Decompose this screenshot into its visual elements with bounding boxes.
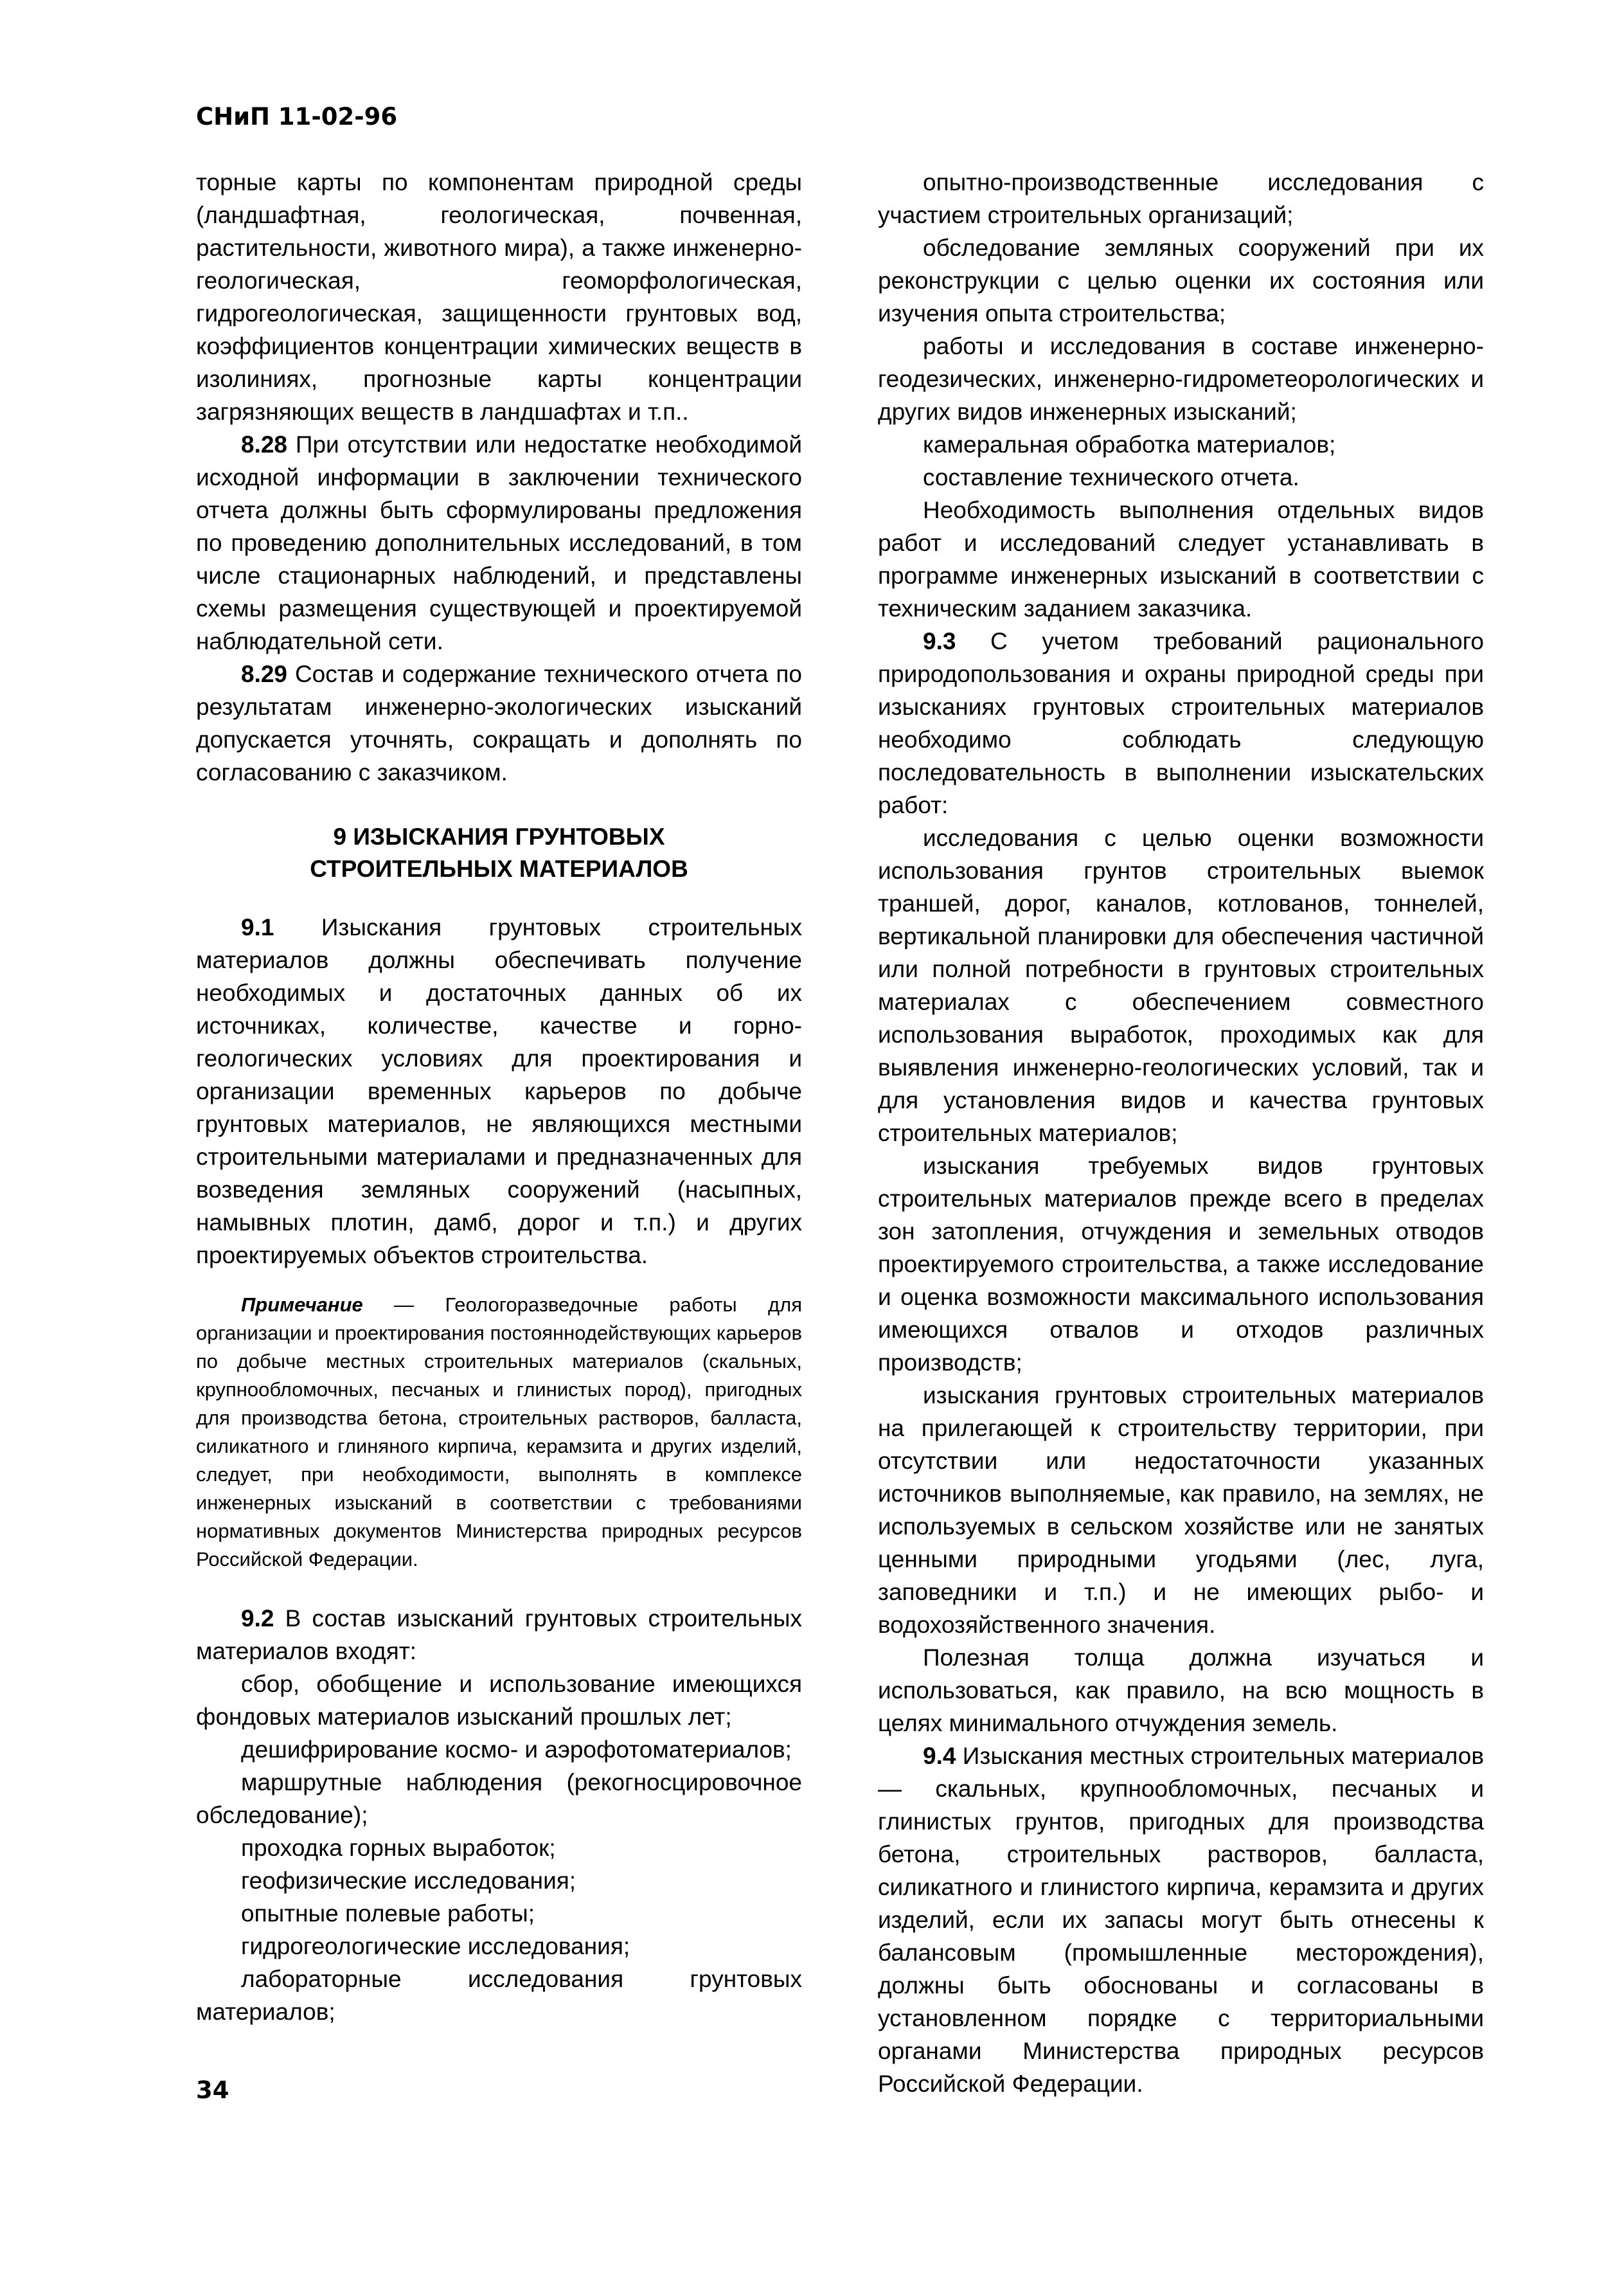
paragraph-8-29 [196, 658, 802, 789]
list-item: изыскания требуемых видов грунтовых строительных материалов прежде всего в пределах зон затопления, отчуждения и земельных отводов проектируемого строительства, а также исследование и оценка возможности максимального использования имеющихся отвалов и отходов различных производств; [878, 1153, 1484, 1376]
clause-number: 9.3 [923, 628, 956, 654]
clause-text: Состав и содержание технического отчета по результатам инженерно-экологических изысканий допускается уточнять, сокращать и дополнять по согласованию с заказчиком. [196, 661, 802, 786]
list-item: дешифрирование космо- и аэрофотоматериалов; [241, 1736, 792, 1763]
note-label: Примечание [241, 1293, 363, 1316]
list-item: исследования с целью оценки возможности использования грунтов строительных выемок траншей, дорог, каналов, котлованов, тоннелей, вертикальной планировки для обеспечения частичной или полной потребности в грунтовых строительных материалах с обеспечением совместного использования выработок, проходимых как для выявления инженерно-геологических условий, так и для установления видов и качества грунтовых строительных материалов; [878, 825, 1484, 1146]
list-item: работы и исследования в составе инженерно-геодезических, инженерно-гидрометеорологических и других видов инженерных изысканий; [878, 333, 1484, 425]
note-block [196, 1291, 802, 1574]
right-column [878, 166, 1484, 2100]
clause-text: Изыскания местных строительных материалов — скальных, крупнообломочных, песчаных и глинистых грунтов, пригодных для производства бетона, строительных растворов, балласта, силикатного и глинистого кирпича, керамзита и других изделий, если их запасы могут быть отнесены к балансовым (промышленные месторождения), должны быть обоснованы и согласованы в установленном порядке с территориальными органами Министерства природных ресурсов Российской Федерации. [878, 1743, 1484, 2097]
list-item: сбор, обобщение и использование имеющихся фондовых материалов изысканий прошлых лет; [196, 1671, 802, 1730]
paragraph-9-4 [878, 1740, 1484, 2100]
list-item: составление технического отчета. [923, 464, 1299, 490]
clause-text: В состав изысканий грунтовых строительных материалов входят: [196, 1605, 802, 1664]
list-item: камеральная обработка материалов; [923, 431, 1336, 458]
clause-number: 9.1 [241, 914, 274, 940]
paragraph-8-28 [196, 428, 802, 658]
clause-number: 8.29 [241, 661, 288, 687]
paragraph: Полезная толща должна изучаться и использоваться, как правило, на всю мощность в целях минимального отчуждения земель. [878, 1644, 1484, 1736]
clause-text: Изыскания грунтовых строительных материалов должны обеспечивать получение необходимых и достаточных данных об их источниках, количестве, качестве и горно-геологических условиях для проектирования и организации временных карьеров по добыче грунтовых материалов, не являющихся местными строительными материалами и предназначенных для возведения земляных сооружений (насыпных, намывных плотин, дамб, дорог и т.п.) и других проектируемых объектов строительства. [196, 914, 802, 1268]
section-title-line-2: СТРОИТЕЛЬНЫХ МАТЕРИАЛОВ [310, 856, 688, 882]
note-text: — Геологоразведочные работы для организации и проектирования постояннодействующих карьеров по добыче местных строительных материалов (скальных, крупнообломочных, песчаных и глинистых пород), пригодных для производства бетона, строительных растворов, балласта, силикатного и глиняного кирпича, керамзита и других изделий, следует, при необходимости, выполнять в комплексе инженерных изысканий в соответствии с требованиями нормативных документов Министерства природных ресурсов Российской Федерации. [196, 1293, 802, 1570]
page-number: 34 [196, 2076, 229, 2104]
section-title [196, 821, 802, 885]
list-item: проходка горных выработок; [241, 1835, 556, 1861]
paragraph-9-2 [196, 1602, 802, 1668]
paragraph-9-3 [878, 625, 1484, 822]
list-item: обследование земляных сооружений при их реконструкции с целью оценки их состояния или изучения опыта строительства; [878, 235, 1484, 327]
clause-number: 8.28 [241, 431, 288, 458]
list-item: гидрогеологические исследования; [241, 1933, 630, 1959]
list-item: лабораторные исследования грунтовых материалов; [196, 1966, 802, 2025]
clause-text: С учетом требований рационального природопользования и охраны природной среды при изысканиях грунтовых строительных материалов необходимо соблюдать следующую последовательность в выполнении изыскательских работ: [878, 628, 1484, 818]
document-code-header: СНиП 11-02-96 [196, 103, 398, 130]
paragraph: Необходимость выполнения отдельных видов работ и исследований следует устанавливать в программе инженерных изысканий в соответствии с техническим заданием заказчика. [878, 497, 1484, 622]
clause-number: 9.4 [923, 1743, 956, 1769]
list-item: геофизические исследования; [241, 1867, 576, 1894]
paragraph-9-1 [196, 911, 802, 1272]
clause-number: 9.2 [241, 1605, 274, 1632]
section-title-line-1: 9 ИЗЫСКАНИЯ ГРУНТОВЫХ [333, 823, 665, 850]
clause-text: При отсутствии или недостатке необходимой исходной информации в заключении технического отчета должны быть сформулированы предложения по проведению дополнительных исследований, в том числе стационарных наблюдений, и представлены схемы размещения существующей и проектируемой наблюдательной сети. [196, 431, 802, 654]
paragraph-continued: торные карты по компонентам природной среды (ландшафтная, геологическая, почвенная, растительности, животного мира), а также инженерно-геологическая, геоморфологическая, гидрогеологическая, защищенности грунтовых вод, коэффициентов концентрации химических веществ в изолиниях, прогнозные карты концентрации загрязняющих веществ в ландшафтах и т.п.. [196, 169, 802, 425]
list-item: опытно-производственные исследования с участием строительных организаций; [878, 169, 1484, 228]
list-item: опытные полевые работы; [241, 1900, 535, 1927]
list-item: изыскания грунтовых строительных материалов на прилегающей к строительству территории, при отсутствии или недостаточности указанных источников выполняемые, как правило, на землях, не используемых в сельском хозяйстве или не занятых ценными природными угодьями (лес, луга, заповедники и т.п.) и не имеющих рыбо- и водохозяйственного значения. [878, 1382, 1484, 1638]
left-column [196, 166, 802, 2028]
list-item: маршрутные наблюдения (рекогносцировочное обследование); [196, 1769, 802, 1828]
